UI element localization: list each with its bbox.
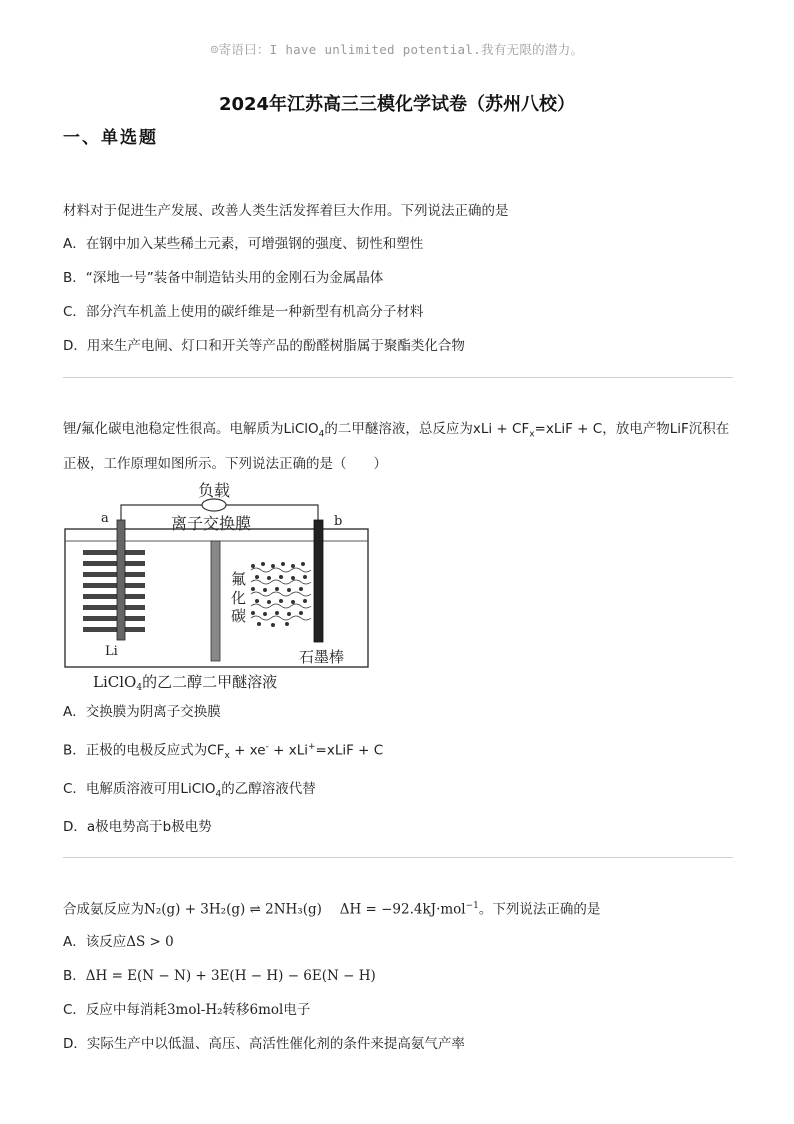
option-text: + xe [229, 742, 266, 759]
diagram-caption [93, 673, 277, 692]
page-title: 2024年江苏高三三模化学试卷（苏州八校） [218, 94, 576, 115]
divider [63, 857, 733, 858]
q2-stem-line2: 正极，工作原理如图所示。下列说法正确的是（ ） [63, 456, 387, 472]
load-label: 负载 [197, 481, 231, 500]
motto-header: ☺寄语曰：I have unlimited potential.我有无限的潜力。 [210, 42, 584, 57]
superscript: - [265, 742, 269, 752]
option-text: C．电解质溶液可用LiClO [63, 781, 216, 797]
battery-diagram [63, 478, 373, 692]
q1-option-a: A．在钢中加入某些稀土元素，可增强钢的强度、韧性和塑性 [63, 236, 424, 252]
q1-option-b: B．“深地一号”装备中制造钻头用的金刚石为金属晶体 [63, 270, 384, 286]
q3-stem-text: 合成氨反应为 [63, 901, 144, 918]
fluorocarbon-layers [251, 562, 311, 626]
graphite-label: 石墨棒 [299, 648, 345, 666]
subscript: x [224, 751, 230, 762]
q1-option-c: C．部分汽车机盖上使用的碳纤维是一种新型有机高分子材料 [63, 304, 424, 320]
lithium-electrode [83, 520, 145, 640]
ion-exchange-membrane [211, 541, 220, 661]
q1-stem: 材料对于促进生产发展、改善人类生活发挥着巨大作用。下列说法正确的是 [63, 203, 509, 219]
q2-option-d: D．a极电势高于b极电势 [63, 819, 212, 835]
fluorocarbon-label-1: 氟 [231, 570, 247, 588]
subscript: 4 [318, 429, 325, 440]
caption-subscript: 4 [136, 683, 143, 692]
q3-stem [63, 901, 743, 919]
option-math: ΔS > 0 [126, 934, 174, 950]
fluorocarbon-label-2: 化 [231, 589, 247, 607]
q2-option-c [63, 781, 743, 801]
divider [63, 377, 733, 378]
q2-stem-text: 的二甲醚溶液，总反应为xLi + CF [324, 421, 530, 437]
q2-stem-text: =xLiF + C，放电产物LiF沉积在 [534, 421, 730, 437]
q2-option-b [63, 742, 743, 763]
q3-option-a [63, 934, 743, 952]
q3-option-d: D．实际生产中以低温、高压、高活性催化剂的条件来提高氨气产率 [63, 1036, 465, 1052]
q2-stem-text: 锂/氟化碳电池稳定性很高。电解质为LiClO [63, 421, 319, 437]
li-label: Li [105, 644, 118, 659]
option-text: C．反应中每消耗 [63, 1002, 167, 1018]
electrode-b-label: b [334, 514, 343, 529]
option-text: 电子 [283, 1002, 311, 1018]
superscript: + [307, 742, 316, 752]
superscript: −1 [465, 901, 479, 911]
option-text: B．正极的电极反应式为CF [63, 742, 225, 759]
option-text: 转移 [222, 1002, 250, 1018]
subscript: x [529, 429, 535, 440]
option-math: 3mol-H₂ [166, 1002, 223, 1018]
option-math: ΔH = E(N − N) + 3E(H − H) − 6E(N − H) [85, 968, 376, 984]
load-icon [202, 499, 226, 511]
option-text: A．该反应 [63, 934, 127, 950]
q2-option-a: A．交换膜为阴离子交换膜 [63, 704, 221, 720]
q2-stem [63, 421, 753, 441]
option-text: 的乙醇溶液代替 [221, 781, 316, 797]
option-text: B． [63, 968, 86, 984]
caption-text: LiClO [93, 673, 137, 691]
q1-option-d: D．用来生产电闸、灯口和开关等产品的酚醛树脂属于聚酯类化合物 [63, 338, 465, 354]
q3-option-b [63, 968, 743, 986]
section-heading: 一、单选题 [63, 128, 158, 148]
q3-equation: N₂(g) + 3H₂(g) ⇌ 2NH₃(g) ΔH = −92.4kJ·mol [144, 901, 466, 918]
q3-stem-text: 。下列说法正确的是 [478, 901, 601, 918]
subscript: 4 [215, 789, 222, 800]
fluorocarbon-label-3: 碳 [231, 607, 247, 625]
graphite-rod [314, 520, 323, 642]
q3-option-c [63, 1002, 743, 1020]
option-math: 6mol [249, 1002, 284, 1018]
electrode-a-label: a [101, 511, 109, 526]
membrane-label: 离子交换膜 [171, 514, 252, 533]
caption-text: 的乙二醇二甲醚溶液 [142, 673, 278, 691]
option-text: =xLiF + C [315, 742, 384, 759]
option-text: + xLi [268, 742, 308, 759]
